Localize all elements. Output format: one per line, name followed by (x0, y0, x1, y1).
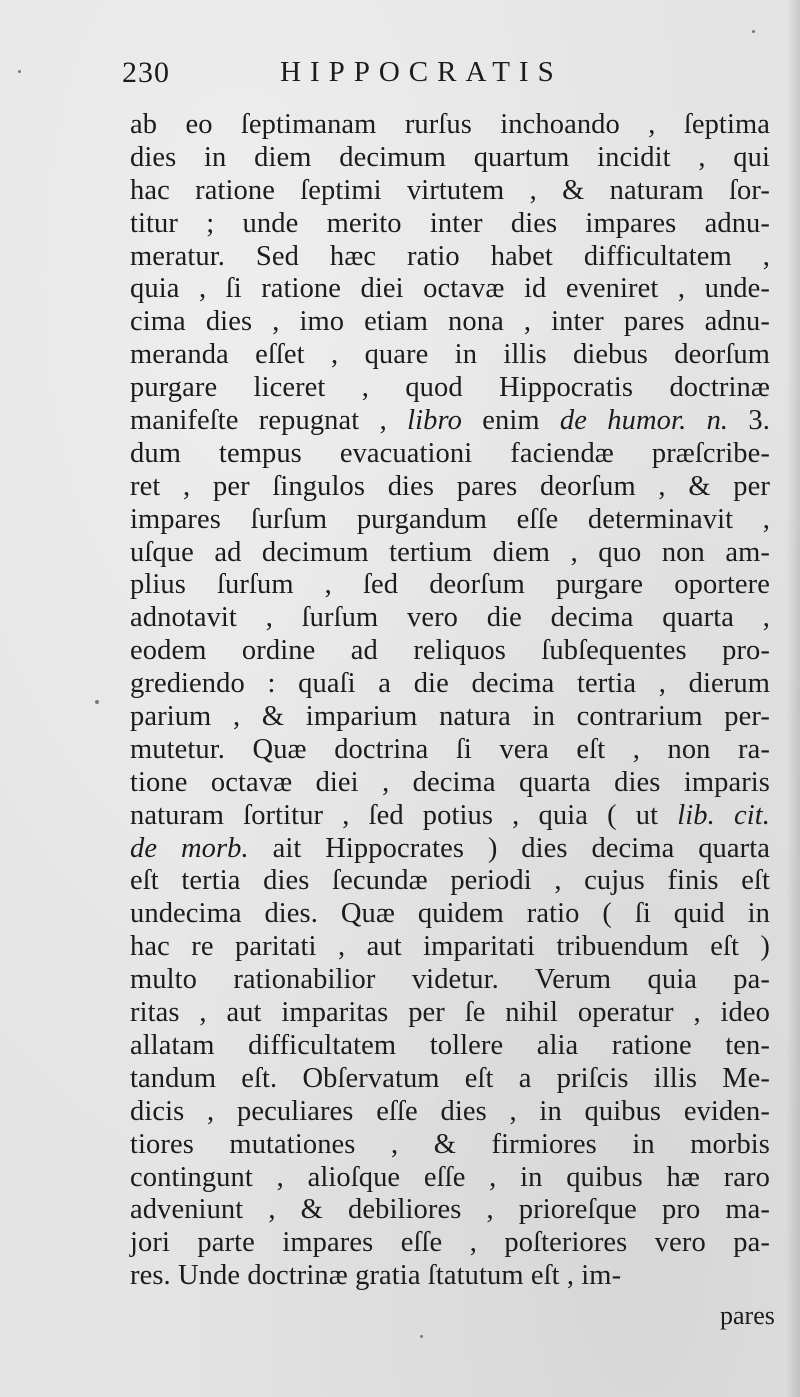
paper-speck (752, 30, 755, 33)
text-line: plius ſurſum , ſed deorſum purgare oportere (130, 569, 770, 601)
running-title: HIPPOCRATIS (280, 56, 563, 88)
text-line: quia , ſi ratione diei octavæ id eveniret , unde- (130, 273, 770, 305)
text-line: de morb. ait Hippocrates ) dies decima quarta (130, 832, 771, 864)
text-line: ret , per ſingulos dies pares deorſum , & per (130, 470, 770, 502)
text-line: jori parte impares eſſe , poſteriores vero pa- (130, 1227, 770, 1259)
text-line: ritas , aut imparitas per ſe nihil operatur , ideo (130, 997, 770, 1029)
paper-speck (420, 1335, 423, 1338)
page-number: 230 (122, 56, 170, 89)
text-line: res. Unde doctrinæ gratia ſtatutum eſt , im- (130, 1260, 622, 1292)
paper-speck (18, 70, 21, 73)
text-line: undecima dies. Quæ quidem ratio ( ſi quid in (130, 898, 770, 930)
text-line: titur ; unde merito inter dies impares adnu- (130, 207, 770, 239)
paper-speck (95, 700, 99, 704)
text-line: contingunt , alioſque eſſe , in quibus hæ raro (130, 1161, 770, 1193)
text-line: eſt tertia dies ſecundæ periodi , cujus finis eſt (130, 865, 770, 897)
text-line: cima dies , imo etiam nona , inter pares adnu- (130, 306, 770, 338)
text-line: eodem ordine ad reliquos ſubſequentes pro- (130, 635, 770, 667)
text-line: impares ſurſum purgandum eſſe determinavit , (130, 503, 770, 535)
text-line: hac re paritati , aut imparitati tribuendum eſt ) (130, 931, 770, 963)
text-line: tiores mutationes , & firmiores in morbis (130, 1128, 770, 1160)
text-line: tione octavæ diei , decima quarta dies imparis (130, 766, 770, 798)
text-line: parium , & imparium natura in contrarium per- (130, 701, 770, 733)
text-line: ab eo ſeptimanam rurſus inchoando , ſeptima (130, 109, 770, 140)
text-line: dies in diem decimum quartum incidit , qui (130, 141, 770, 173)
text-line: multo rationabilior videtur. Verum quia pa- (130, 964, 770, 996)
text-line: tandum eſt. Obſervatum eſt a priſcis illis Me- (130, 1062, 770, 1094)
text-line: grediendo : quaſi a die decima tertia , dierum (130, 668, 770, 700)
text-line: uſque ad decimum tertium diem , quo non am- (130, 536, 770, 568)
catchword: pares (720, 1301, 775, 1330)
text-line: dicis , peculiares eſſe dies , in quibus eviden- (130, 1095, 770, 1127)
page-header (122, 52, 642, 92)
text-line: hac ratione ſeptimi virtutem , & naturam ſor- (130, 174, 770, 206)
text-line: adnotavit , ſurſum vero die decima quarta , (130, 602, 770, 634)
text-line: dum tempus evacuationi faciendæ præſcribe- (130, 437, 770, 469)
text-line: allatam difficultatem tollere alia ratione ten- (130, 1029, 770, 1061)
text-line: naturam ſortitur , ſed potius , quia ( ut lib. cit. (130, 799, 770, 831)
body-text (130, 109, 790, 1293)
text-line: meranda eſſet , quare in illis diebus deorſum (130, 339, 770, 371)
text-line: adveniunt , & debiliores , prioreſque pro ma- (130, 1194, 770, 1226)
text-line: meratur. Sed hæc ratio habet difficultatem , (130, 240, 770, 272)
text-line: purgare liceret , quod Hippocratis doctrinæ (130, 372, 770, 404)
text-line: manifeſte repugnat , libro enim de humor. n. 3. (130, 405, 771, 437)
text-line: mutetur. Quæ doctrina ſi vera eſt , non ra- (130, 733, 770, 765)
